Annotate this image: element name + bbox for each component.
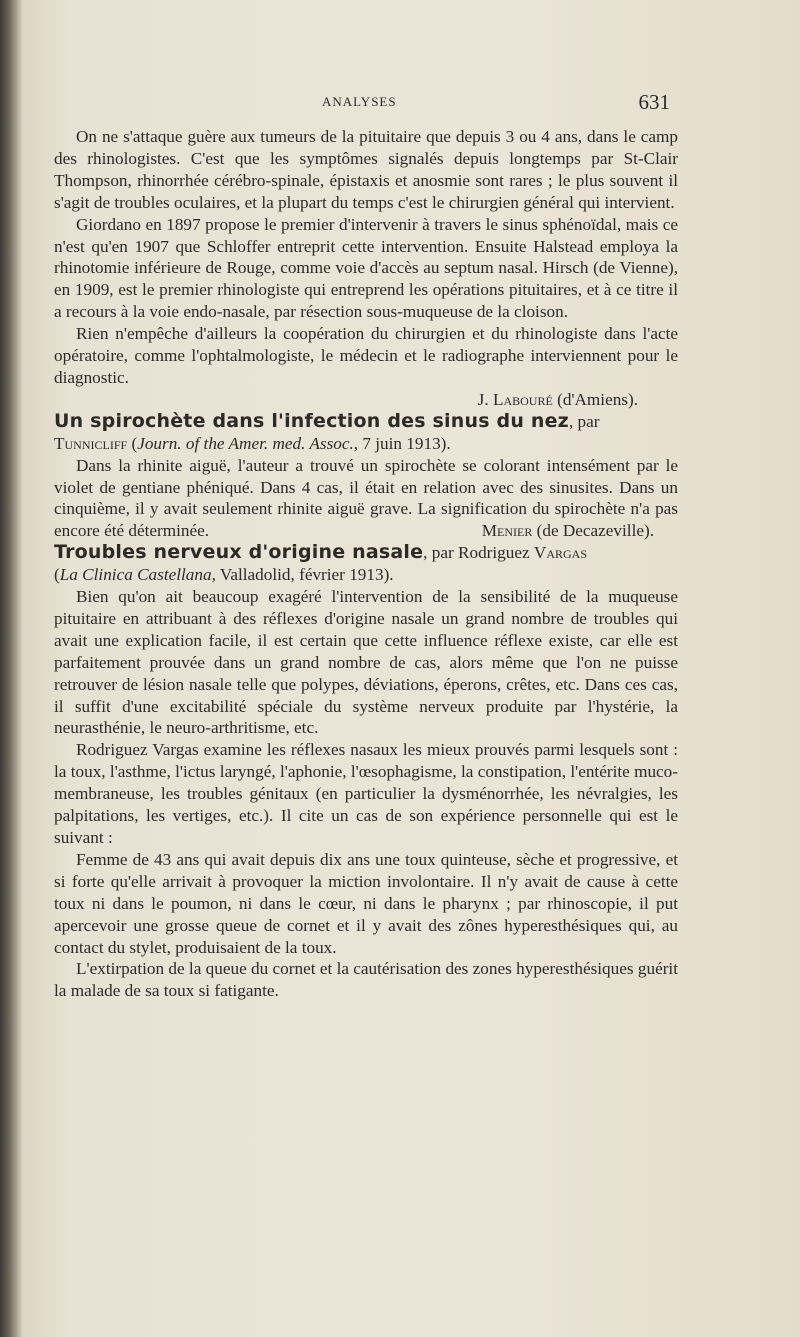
author-signature — [54, 389, 678, 411]
article-citation — [54, 564, 678, 586]
book-binding-edge — [0, 0, 22, 1337]
paragraph: Femme de 43 ans qui avait depuis dix ans une toux quinteuse, sèche et progressive, et si forte qu'elle arrivait à provoquer la miction involontaire. Il n'y avait de cause à cette toux ni dans le poumon, ni dans le cœur, ni dans le pharynx ; par rhinoscopie, il put apercevoir une grosse queue de cornet et il y avait des zônes hyperesthésiques qui, au contact du stylet, produisaient de la toux. — [54, 849, 678, 957]
article-title-tail: , par Rodriguez — [423, 543, 534, 563]
paragraph-text: Dans la rhinite aiguë, l'auteur a trouvé un spirochète se colorant intensément par le violet de gentiane phéniqué. Dans 4 cas, il était en relation avec des sinusites. Dans un cinquième, il y avait seulement rhinite aiguë grave. La signification du spirochète n'a pas encore été déterminée. — [54, 455, 678, 541]
citation-prefix: ( — [54, 565, 60, 585]
citation-suffix: , Valladolid, février 1913). — [211, 565, 394, 585]
signature-initial: J. — [477, 389, 493, 409]
paragraph — [54, 455, 678, 543]
article-citation — [54, 433, 678, 455]
article-title: Troubles nerveux d'origine nasale — [54, 541, 424, 564]
running-title: ANALYSES — [322, 94, 397, 109]
paragraph: L'extirpation de la queue du cornet et la cautérisation des zones hyperesthésiques guérit la malade de sa toux si fatigante. — [54, 959, 678, 1001]
page-number: 631 — [638, 90, 670, 114]
citation-author: Tunnicliff — [54, 433, 128, 453]
page-header — [22, 90, 800, 120]
book-page — [22, 0, 800, 1337]
signature-name: Labouré — [492, 389, 553, 409]
signature-place: (d'Amiens). — [552, 389, 638, 409]
article-spirochete — [54, 411, 678, 542]
article-nasal-nerve-disorders — [54, 542, 678, 1002]
signature-place: (de Decazeville). — [532, 521, 654, 541]
citation-author: Vargas — [533, 543, 587, 563]
paragraph: On ne s'attaque guère aux tumeurs de la pituitaire que depuis 3 ou 4 ans, dans le camp des rhinologistes. C'est que les symptômes signalés depuis longtemps par St-Clair Thompson, rhinorrhée cérébro-spinale, épistaxis et anosmie sont rares ; le plus souvent il s'agit de troubles oculaires, et la plupart du temps c'est le chirurgien général qui intervient. — [54, 127, 678, 212]
article-heading — [54, 542, 678, 564]
author-signature — [460, 520, 654, 542]
paragraph: Rien n'empêche d'ailleurs la coopération du chirurgien et du rhinologiste dans l'acte opératoire, comme l'ophtalmologiste, le médecin et le radiographe interviennent pour le diagnostic. — [54, 324, 678, 387]
citation-journal: Journ. of the Amer. med. Assoc. — [137, 433, 354, 453]
article-title: Un spirochète dans l'infection des sinus du nez — [54, 409, 569, 432]
signature-name: Menier — [481, 521, 533, 541]
page-content — [54, 126, 678, 1002]
citation-suffix: , 7 juin 1913). — [353, 433, 451, 453]
paragraph: Rodriguez Vargas examine les réflexes nasaux les mieux prouvés parmi lesquels sont : la toux, l'asthme, l'ictus laryngé, l'aphonie, l'œsophagisme, la constipation, l'entérite muco-membraneuse, les troubles génitaux (en particulier la dysménorrhée, les névralgies, les palpitations, les vertiges, etc.). Il cite un cas de son expérience personnelle qui est le suivant : — [54, 740, 678, 847]
citation-prefix: ( — [127, 433, 138, 453]
article-heading — [54, 411, 678, 433]
paragraph: Giordano en 1897 propose le premier d'intervenir à travers le sinus sphénoïdal, mais ce n'est qu'en 1907 que Schloffer entreprit cette intervention. Ensuite Halstead employa la rhinotomie inférieure de Rouge, comme voie d'accès au septum nasal. Hirsch (de Vienne), en 1909, est le premier rhinologiste qui entreprend les opérations pituitaires, et à ce titre il a recours à la voie endo-nasale, par résection sous-muqueuse de la cloison. — [54, 214, 678, 322]
article-pituitary-tumors — [54, 126, 678, 411]
paragraph: Bien qu'on ait beaucoup exagéré l'intervention de la sensibilité de la muqueuse pituitaire en attribuant à des réflexes d'origine nasale un grand nombre de troubles qui avait une explication facile, il est certain que cette influence réflexe existe, car elle est parfaitement prouvée dans un grand nombre de cas, alors même que l'on ne puisse retrouver de lésion nasale telle que polypes, déviations, éperons, crêtes, etc. Dans ces cas, il suffit d'une excitabilité spéciale du système nerveux produite par l'hystérie, la neurasthénie, le neuro-arthritisme, etc. — [54, 587, 678, 738]
citation-journal: La Clinica Castellana — [59, 565, 212, 585]
article-title-tail: , par — [568, 411, 600, 431]
